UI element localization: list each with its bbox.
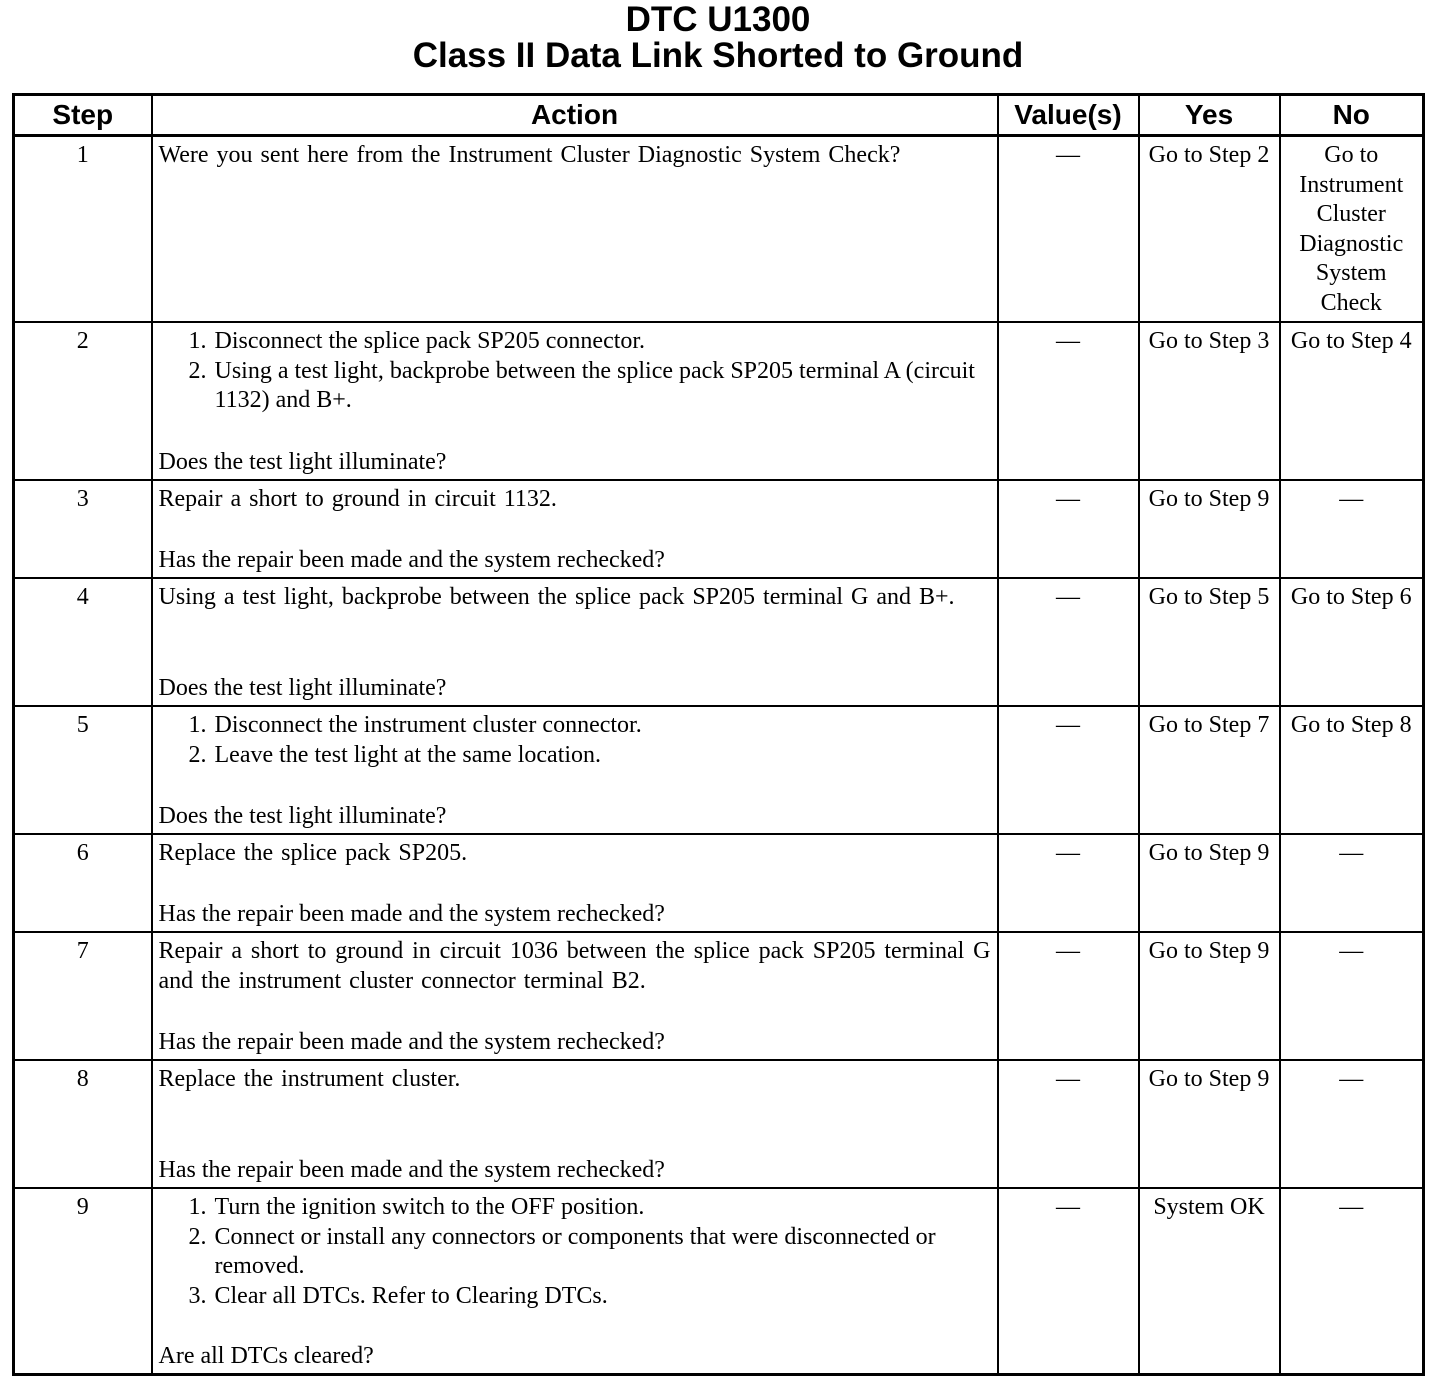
table-row: [14, 932, 1424, 1060]
table-row: [14, 578, 1424, 706]
diagnostic-steps-table: [12, 93, 1425, 1376]
action-list-item: 2. Leave the test light at the same location.: [213, 741, 991, 771]
action-question: Has the repair been made and the system rechecked?: [158, 900, 665, 927]
action-content: [159, 1065, 991, 1185]
action-content: [159, 141, 991, 319]
action-list-item: 3. Clear all DTCs. Refer to Clearing DTCs.: [213, 1282, 991, 1312]
action-instructions: [159, 711, 991, 770]
action-cell: [152, 480, 998, 578]
yes-cell: Go to Step 3: [1139, 322, 1280, 480]
no-cell: Go to Step 8: [1280, 706, 1424, 834]
action-instructions: [159, 583, 991, 613]
action-content: [159, 583, 991, 703]
action-text: Were you sent here from the Instrument Cluster Diagnostic System Check?: [158, 142, 901, 168]
no-cell: —: [1280, 480, 1424, 578]
action-list-item: 2. Using a test light, backprobe between the splice pack SP205 terminal A (circuit 1132) and B+.: [213, 357, 991, 416]
action-cell: [152, 706, 998, 834]
action-content: [159, 711, 991, 831]
action-content: [159, 327, 991, 477]
action-list-item: 1. Disconnect the splice pack SP205 connector.: [213, 327, 991, 357]
table-row: [14, 1188, 1424, 1375]
action-instructions: [159, 839, 991, 869]
table-header-row: [14, 95, 1424, 136]
step-number: 8: [14, 1060, 152, 1188]
table-row: [14, 706, 1424, 834]
no-cell: —: [1280, 834, 1424, 932]
step-number: 4: [14, 578, 152, 706]
header-no: No: [1280, 95, 1424, 136]
yes-cell: Go to Step 9: [1139, 834, 1280, 932]
header-yes: Yes: [1139, 95, 1280, 136]
table-row: [14, 1060, 1424, 1188]
title-line-2: Class II Data Link Shorted to Ground: [412, 36, 1024, 75]
action-instructions: [159, 1065, 991, 1095]
page-title: [0, 2, 1436, 74]
action-list: [159, 1193, 991, 1311]
action-text: Replace the instrument cluster.: [158, 1066, 461, 1092]
action-content: [159, 1193, 991, 1371]
table-body: [14, 136, 1424, 1375]
yes-cell: Go to Step 9: [1139, 1060, 1280, 1188]
table-row: [14, 322, 1424, 480]
action-list: [159, 711, 991, 770]
action-question: Has the repair been made and the system rechecked?: [158, 546, 665, 573]
action-text: Replace the splice pack SP205.: [158, 840, 468, 866]
action-text: Using a test light, backprobe between the splice pack SP205 terminal G and B+.: [158, 584, 955, 610]
value-cell: —: [998, 706, 1139, 834]
action-cell: [152, 932, 998, 1060]
action-list-item: 2. Connect or install any connectors or components that were disconnected or removed.: [213, 1223, 991, 1282]
yes-cell: Go to Step 9: [1139, 932, 1280, 1060]
action-question: Does the test light illuminate?: [158, 448, 447, 475]
action-cell: [152, 578, 998, 706]
step-number: 5: [14, 706, 152, 834]
value-cell: —: [998, 1060, 1139, 1188]
action-question: Has the repair been made and the system rechecked?: [158, 1028, 665, 1055]
action-question: Does the test light illuminate?: [158, 674, 447, 701]
step-number: 2: [14, 322, 152, 480]
action-instructions: [159, 327, 991, 416]
action-text: Repair a short to ground in circuit 1036 between the splice pack SP205 terminal G and the instrument cluster connector terminal B2.: [158, 938, 991, 994]
action-instructions: [159, 1193, 991, 1311]
title-line-1: DTC U1300: [625, 0, 811, 39]
action-cell: [152, 1060, 998, 1188]
yes-cell: Go to Step 7: [1139, 706, 1280, 834]
no-cell: —: [1280, 1188, 1424, 1375]
action-question: Has the repair been made and the system rechecked?: [158, 1156, 665, 1183]
no-cell: Go to Instrument Cluster Diagnostic System Check: [1280, 136, 1424, 323]
value-cell: —: [998, 932, 1139, 1060]
action-content: [159, 937, 991, 1057]
value-cell: —: [998, 480, 1139, 578]
action-instructions: [159, 141, 991, 171]
action-text: Repair a short to ground in circuit 1132.: [158, 486, 557, 512]
header-values: Value(s): [998, 95, 1139, 136]
action-cell: [152, 136, 998, 323]
header-action: Action: [152, 95, 998, 136]
no-cell: Go to Step 6: [1280, 578, 1424, 706]
action-question: Are all DTCs cleared?: [158, 1342, 374, 1369]
action-list-item: 1. Turn the ignition switch to the OFF position.: [213, 1193, 991, 1223]
step-number: 3: [14, 480, 152, 578]
action-content: [159, 839, 991, 929]
step-number: 1: [14, 136, 152, 323]
action-list-item: 1. Disconnect the instrument cluster connector.: [213, 711, 991, 741]
table-row: [14, 480, 1424, 578]
action-cell: [152, 834, 998, 932]
no-cell: —: [1280, 932, 1424, 1060]
value-cell: —: [998, 322, 1139, 480]
header-step: Step: [14, 95, 152, 136]
action-list: [159, 327, 991, 416]
yes-cell: Go to Step 9: [1139, 480, 1280, 578]
value-cell: —: [998, 1188, 1139, 1375]
action-instructions: [159, 485, 991, 515]
action-cell: [152, 322, 998, 480]
step-number: 9: [14, 1188, 152, 1375]
no-cell: Go to Step 4: [1280, 322, 1424, 480]
step-number: 6: [14, 834, 152, 932]
action-instructions: [159, 937, 991, 996]
step-number: 7: [14, 932, 152, 1060]
no-cell: —: [1280, 1060, 1424, 1188]
value-cell: —: [998, 578, 1139, 706]
table-row: [14, 136, 1424, 323]
yes-cell: Go to Step 5: [1139, 578, 1280, 706]
action-question: Does the test light illuminate?: [158, 802, 447, 829]
yes-cell: Go to Step 2: [1139, 136, 1280, 323]
action-content: [159, 485, 991, 575]
value-cell: —: [998, 834, 1139, 932]
action-cell: [152, 1188, 998, 1375]
yes-cell: System OK: [1139, 1188, 1280, 1375]
table-row: [14, 834, 1424, 932]
value-cell: —: [998, 136, 1139, 323]
